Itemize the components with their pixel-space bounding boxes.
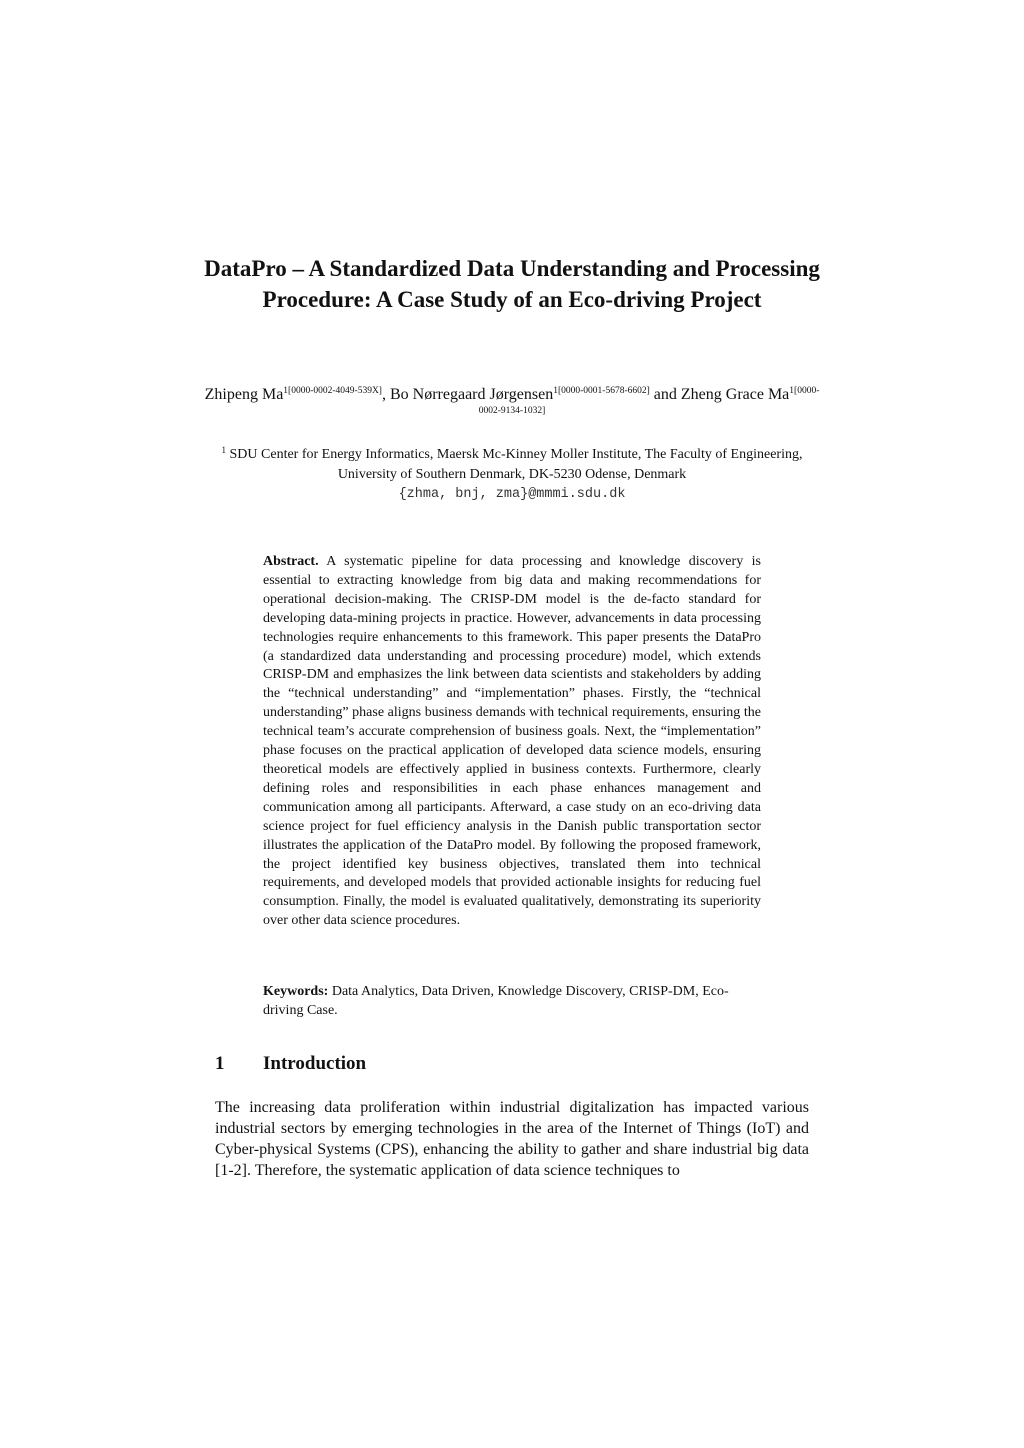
author-emails: {zhma, bnj, zma}@mmmi.sdu.dk (398, 487, 626, 502)
author-name: Zhipeng Ma (204, 386, 284, 403)
affiliation-marker: 1 (221, 445, 227, 455)
abstract (263, 553, 761, 931)
affiliation-text: SDU Center for Energy Informatics, Maersk Mc-Kinney Moller Institute, The Faculty of Engineering, University of Southern Denmark, DK-5230 Odense, Denmark (226, 447, 803, 482)
author-orcid: 1[0000-0001-5678-6602] (553, 386, 650, 396)
abstract-label: Abstract. (263, 554, 319, 569)
author-name: Bo Nørregaard Jørgensen (389, 386, 554, 403)
abstract-text: A systematic pipeline for data processing and knowledge discovery is essential to extracting knowledge from big data and making recommendations for operational decision-making. The CRISP-DM model is the de-facto standard for developing data-mining projects in practice. However, advancements in data processing technologies require enhancements to this framework. This paper presents the DataPro (a standardized data understanding and processing procedure) model, which extends CRISP-DM and emphasizes the link between data scientists and stakeholders by adding the “technical understanding” and “implementation” phases. Firstly, the “technical understanding” phase aligns business demands with technical requirements, ensuring the technical team’s accurate comprehension of business goals. Next, the “implementation” phase focuses on the practical application of developed data science models, ensuring theoretical models are effectively applied in business contexts. Furthermore, clearly defining roles and responsibilities in each phase enhances management and communication among all participants. Afterward, a case study on an eco-driving data science project for fuel efficiency analysis in the Danish public transportation sector illustrates the application of the DataPro model. By following the proposed framework, the project identified key business objectives, translated them into technical requirements, and developed models that provided actionable insights for reducing fuel consumption. Finally, the model is evaluated qualitatively, demonstrating its superiority over other data science procedures. (263, 554, 761, 929)
keywords-text: Data Analytics, Data Driven, Knowledge Discovery, CRISP-DM, Eco-driving Case. (263, 984, 729, 1018)
author-orcid: 1[0000-0002-9134-1032] (478, 386, 820, 416)
keywords (263, 982, 761, 1020)
keywords-label: Keywords: (263, 984, 329, 999)
author-list: Zhipeng $Ma^{1[0000-0002-4049-539X]}$, Bo Nørregaard Jørgensen$^{1[0000-0001-5678-6602]}$ and Zheng Grace $Ma^{1[0000-0002-9134-1032]}$ (204, 386, 820, 416)
section-heading (215, 1051, 366, 1077)
introduction-paragraph: The increasing data proliferation within industrial digitalization has impacted various industrial sectors by emerging technologies in the area of the Internet of Things (IoT) and Cyber-physical Systems (CPS), enhancing the ability to gather and share industrial big data [1-2]. Therefore, the systematic application of data science techniques to (215, 1099, 809, 1179)
author-name: Zheng Grace Ma (680, 386, 790, 403)
affiliation (210, 445, 814, 505)
section-number: 1 (215, 1053, 225, 1074)
section-title: Introduction (263, 1053, 367, 1074)
paper-title: DataPro – A Standardized Data Understanding and Processing Procedure: A Case Study of an Eco-driving Project (204, 256, 820, 312)
author-orcid: 1[0000-0002-4049-539X] (283, 386, 382, 396)
